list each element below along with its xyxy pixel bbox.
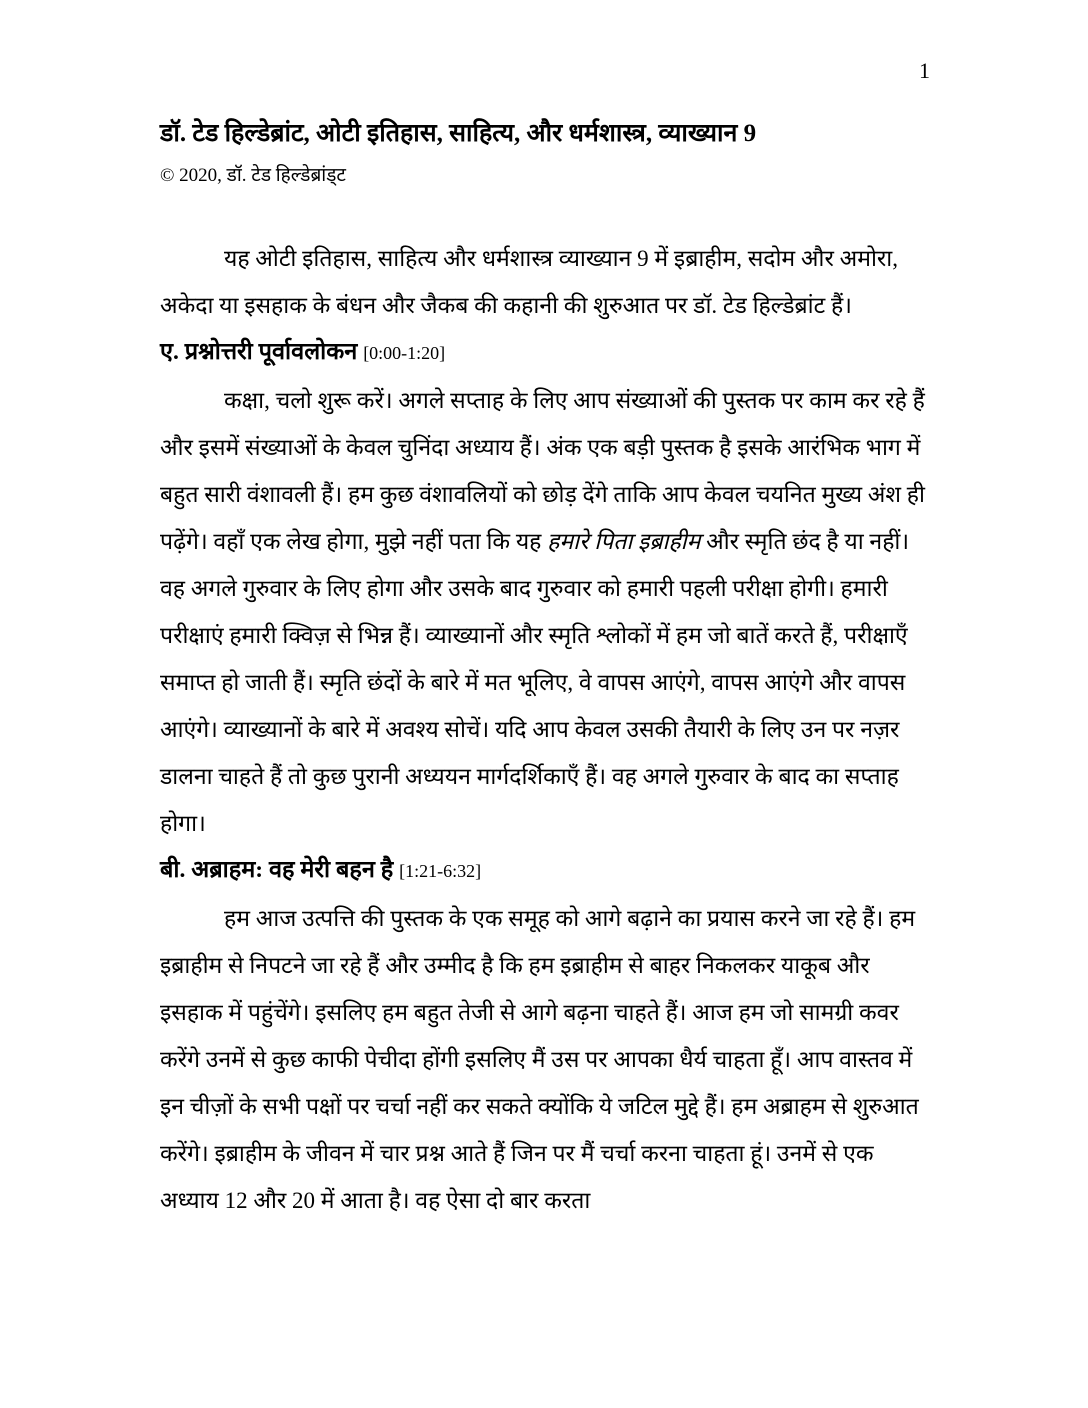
section-b-timestamp: [1:21-6:32] [399, 860, 482, 881]
document-title: डॉ. टेड हिल्डेब्रांट, ओटी इतिहास, साहित्य, और धर्मशास्त्र, व्याख्यान 9 [160, 120, 757, 147]
section-b-paragraph: हम आज उत्पत्ति की पुस्तक के एक समूह को आगे बढ़ाने का प्रयास करने जा रहे हैं। हम इब्राहीम से निपटने जा रहे हैं और उम्मीद है कि हम इब्राहीम से बाहर निकलकर याकूब और इसहाक में पहुंचेंगे। इसलिए हम बहुत तेजी से आगे बढ़ना चाहते हैं। आज हम जो सामग्री कवर करेंगे उनमें से कुछ काफी पेचीदा होंगी इसलिए मैं उस पर आपका धैर्य चाहता हूँ। आप वास्तव में इन चीज़ों के सभी पक्षों पर चर्चा नहीं कर सकते क्योंकि ये जटिल मुद्दे हैं। हम अब्राहम से शुरुआत करेंगे। इब्राहीम के जीवन में चार प्रश्न आते हैं जिन पर मैं चर्चा करना चाहता हूं। उनमें से एक अध्याय 12 और 20 में आता है। वह ऐसा दो बार करता [160, 905, 919, 1213]
section-a-text-after-italic: और स्मृति छंद है या नहीं। वह अगले गुरुवार के लिए होगा और उसके बाद गुरुवार को हमारी पहली परीक्षा होगी। हमारी परीक्षाएं हमारी क्विज़ से भिन्न हैं। व्याख्यानों और स्मृति श्लोकों में हम जो बातें करते हैं, परीक्षाएँ समाप्त हो जाती हैं। स्मृति छंदों के बारे में मत भूलिए, वे वापस आएंगे, वापस आएंगे और वापस आएंगे। व्याख्यानों के बारे में अवश्य सोचें। यदि आप केवल उसकी तैयारी के लिए उन पर नज़र डालना चाहते हैं तो कुछ पुरानी अध्ययन मार्गदर्शिकाएँ हैं। वह अगले गुरुवार के बाद का सप्ताह होगा। [160, 528, 910, 836]
section-a-heading-text: ए. प्रश्नोत्तरी पूर्वावलोकन [160, 338, 358, 365]
section-b-heading-text: बी. अब्राहम: वह मेरी बहन है [160, 856, 394, 883]
section-a-paragraph [160, 377, 930, 847]
page-number: 1 [919, 58, 930, 83]
section-b-heading [160, 847, 930, 895]
section-a-italic-phrase: हमारे पिता इब्राहीम [547, 528, 701, 554]
section-a-timestamp: [0:00-1:20] [363, 342, 446, 363]
section-a-text-before-italic: कक्षा, चलो शुरू करें। अगले सप्ताह के लिए आप संख्याओं की पुस्तक पर काम कर रहे हैं और इसमें संख्याओं के केवल चुनिंदा अध्याय हैं। अंक एक बड़ी पुस्तक है इसके आरंभिक भाग में बहुत सारी वंशावली हैं। हम कुछ वंशावलियों को छोड़ देंगे ताकि आप केवल चयनित मुख्य अंश ही पढ़ेंगे। वहाँ एक लेख होगा, मुझे नहीं पता कि यह [160, 387, 925, 554]
section-a-heading [160, 329, 930, 377]
copyright-line: © 2020, डॉ. टेड हिल्डेब्रांड्ट [160, 165, 346, 187]
intro-paragraph: यह ओटी इतिहास, साहित्य और धर्मशास्त्र व्याख्यान 9 में इब्राहीम, सदोम और अमोरा, अकेदा या इसहाक के बंधन और जैकब की कहानी की शुरुआत पर डॉ. टेड हिल्डेब्रांट हैं। [160, 245, 899, 318]
